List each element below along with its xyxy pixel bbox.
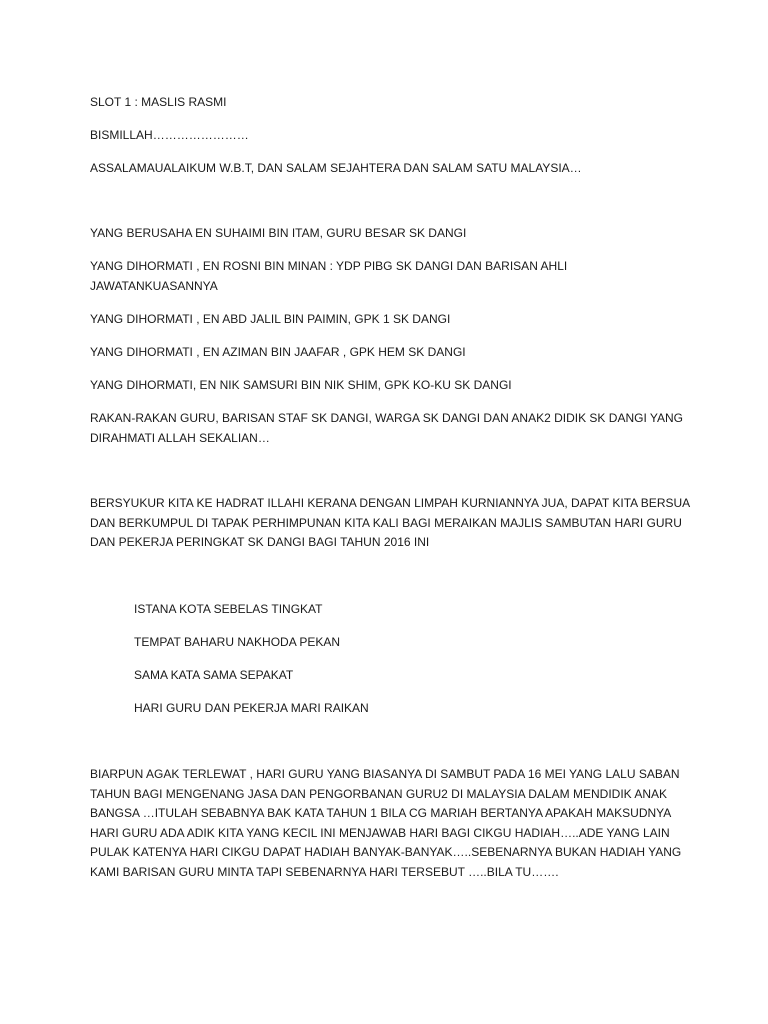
salutation-line: RAKAN-RAKAN GURU, BARISAN STAF SK DANGI, WARGA SK DANGI DAN ANAK2 DIDIK SK DANGI YANG DIRAHMATI ALLAH SEKALIAN…	[90, 411, 684, 445]
pantun-line: SAMA KATA SAMA SEPAKAT	[134, 668, 294, 682]
bismillah-line: BISMILLAH……………………	[90, 128, 249, 142]
greeting-line: ASSALAMAUALAIKUM W.B.T, DAN SALAM SEJAHTERA DAN SALAM SATU MALAYSIA…	[90, 161, 582, 175]
salutation-line: YANG DIHORMATI , EN ROSNI BIN MINAN : YDP PIBG SK DANGI DAN BARISAN AHLI JAWATANKUASANNYA	[90, 259, 568, 293]
salutation-line: YANG DIHORMATI , EN ABD JALIL BIN PAIMIN, GPK 1 SK DANGI	[90, 312, 451, 326]
pantun-line: HARI GURU DAN PEKERJA MARI RAIKAN	[134, 701, 369, 715]
body-paragraph: BIARPUN AGAK TERLEWAT , HARI GURU YANG BIASANYA DI SAMBUT PADA 16 MEI YANG LALU SABAN TAHUN BAGI MENGENANG JASA DAN PENGORBANAN GURU2 DI MALAYSIA DALAM MENDIDIK ANAK BANGSA …ITULAH SEBABNYA BAK KATA TAHUN 1 BILA CG MARIAH BERTANYA APAKAH MAKSUDNYA HARI GURU ADA ADIK KITA YANG KECIL INI MENJAWAB HARI BAGI CIKGU HADIAH…..ADE YANG LAIN PULAK KATENYA HARI CIKGU DAPAT HADIAH BANYAK-BANYAK…..SEBENARNYA BUKAN HADIAH YANG KAMI BARISAN GURU MINTA TAPI SEBENARNYA HARI TERSEBUT …..BILA TU…….	[90, 767, 682, 879]
salutation-line: YANG DIHORMATI, EN NIK SAMSURI BIN NIK SHIM, GPK KO-KU SK DANGI	[90, 378, 512, 392]
salutation-line: YANG DIHORMATI , EN AZIMAN BIN JAAFAR , GPK HEM SK DANGI	[90, 345, 466, 359]
pantun-line: TEMPAT BAHARU NAKHODA PEKAN	[134, 635, 341, 649]
slot-title: SLOT 1 : MASLIS RASMI	[90, 95, 227, 109]
opening-paragraph: BERSYUKUR KITA KE HADRAT ILLAHI KERANA DENGAN LIMPAH KURNIANNYA JUA, DAPAT KITA BERSUA DAN BERKUMPUL DI TAPAK PERHIMPUNAN KITA KALI BAGI MERAIKAN MAJLIS SAMBUTAN HARI GURU DAN PEKERJA PERINGKAT SK DANGI BAGI TAHUN 2016 INI	[90, 496, 690, 549]
salutation-line: YANG BERUSAHA EN SUHAIMI BIN ITAM, GURU BESAR SK DANGI	[90, 226, 467, 240]
pantun-line: ISTANA KOTA SEBELAS TINGKAT	[134, 602, 323, 616]
